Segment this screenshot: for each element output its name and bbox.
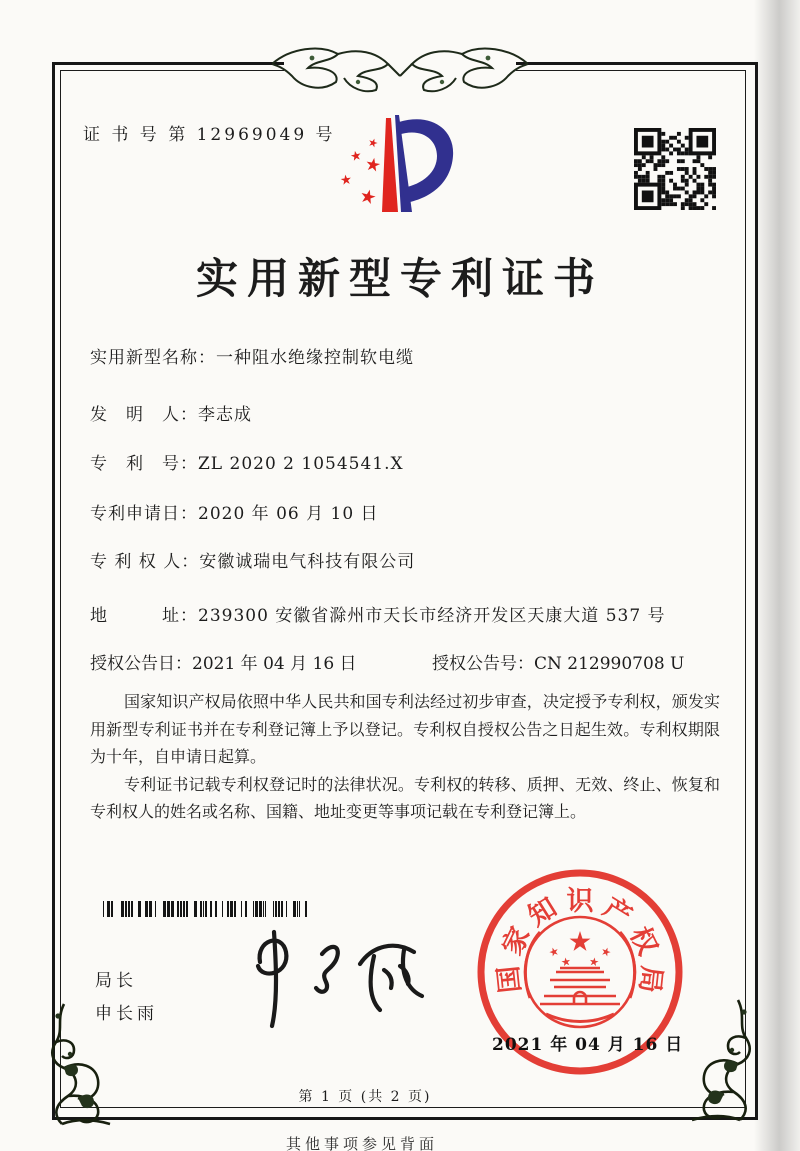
qr-code [634, 128, 716, 210]
director-name: 申长雨 [95, 1004, 158, 1024]
director-handwritten-signature [222, 922, 437, 1032]
svg-text:知: 知 [522, 891, 563, 933]
certificate-number: 证 书 号 第 12969049 号 [83, 125, 336, 145]
field-application-date [90, 499, 379, 524]
page-indicator: 第 1 页 (共 2 页) [298, 1089, 432, 1105]
field-grant-row [90, 649, 685, 674]
field-label: 专利申请日： [90, 504, 198, 524]
field-value: 2020 年 06 月 10 日 [198, 504, 379, 524]
scan-edge-shadow [754, 0, 800, 1151]
body-paragraph-2: 专利证书记载专利权登记时的法律状况。专利权的转移、质押、无效、终止、恢复和专利权人的姓名或名称、国籍、地址变更等事项记载在专利登记簿上。 [90, 774, 720, 821]
seal-date: 2021 年 04 月 16 日 [492, 1035, 684, 1055]
svg-text:权: 权 [623, 922, 664, 961]
field-label: 实用新型名称： [90, 348, 216, 368]
svg-text:识: 识 [566, 886, 594, 917]
svg-text:家: 家 [496, 922, 537, 961]
field-value: 239300 安徽省滁州市天长市经济开发区天康大道 537 号 [198, 606, 666, 626]
director-title: 局长 [95, 971, 137, 991]
body-paragraph-1: 国家知识产权局依照中华人民共和国专利法经过初步审查，决定授予专利权，颁发实用新型专利证书并在专利登记簿上予以登记。专利权自授权公告之日起生效。专利权期限为十年，自申请日起算。 [90, 692, 720, 766]
field-label: 地 址： [90, 606, 198, 626]
field-label: 专 利 权 人： [90, 552, 200, 572]
field-value: 安徽诚瑞电气科技有限公司 [199, 552, 416, 572]
field-address [90, 601, 666, 626]
top-center-flourish-ornament [272, 42, 528, 96]
certificate-body-text [90, 688, 720, 826]
field-value: 李志成 [198, 405, 252, 425]
field-label: 专 利 号： [90, 454, 198, 474]
field-patent-number [90, 449, 404, 474]
field-utility-model-name [90, 343, 414, 368]
cnipa-patent-logo [336, 112, 456, 216]
field-grant-date: 授权公告日：2021 年 04 月 16 日 [90, 654, 357, 674]
field-value: ZL 2020 2 1054541.X [198, 454, 404, 474]
field-patentee [90, 547, 415, 572]
svg-text:国: 国 [493, 964, 527, 995]
national-emblem [525, 917, 635, 1027]
field-label: 发 明 人： [90, 405, 198, 425]
back-side-note: 其他事项参见背面 [285, 1135, 438, 1151]
certificate-title: 实用新型专利证书 [195, 254, 604, 303]
field-inventor [90, 400, 252, 425]
field-grant-number: 授权公告号：CN 212990708 U [432, 654, 685, 674]
barcode [100, 901, 312, 917]
field-value: 一种阻水绝缘控制软电缆 [216, 348, 414, 368]
svg-text:局: 局 [633, 964, 667, 995]
svg-text:产: 产 [597, 891, 638, 933]
